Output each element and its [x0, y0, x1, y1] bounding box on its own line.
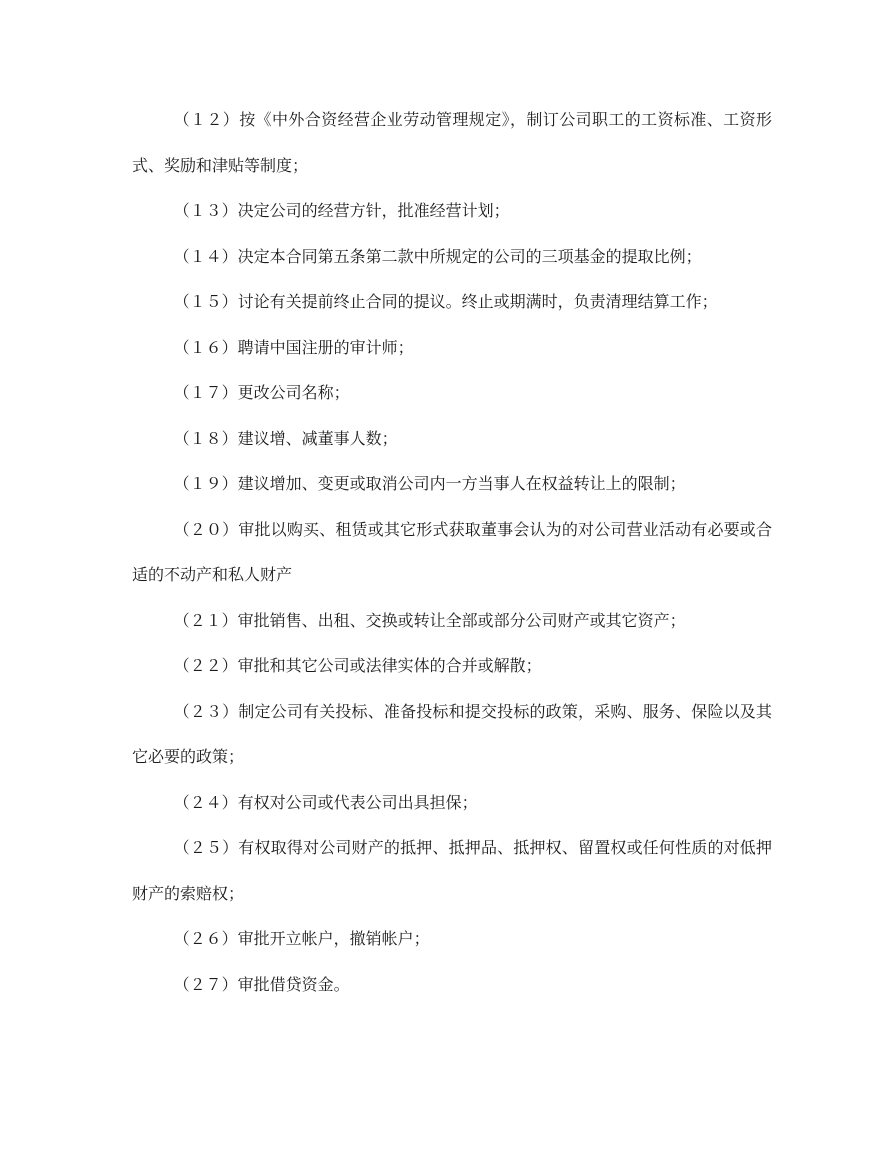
clause-26: （２６）审批开立帐户，撤销帐户； [173, 929, 430, 948]
clause-21: （２１）审批销售、出租、交换或转让全部或部分公司财产或其它资产； [173, 610, 686, 630]
clause-22: （２２）审批和其它公司或法律实体的合并或解散； [173, 656, 542, 675]
clause-18: （１８）建议增、减董事人数； [173, 428, 398, 448]
clause-19: （１９）建议增加、变更或取消公司内一方当事人在权益转让上的限制； [173, 474, 686, 493]
clause-14: （１４）决定本合同第五条第二款中所规定的公司的三项基金的提取比例； [173, 246, 702, 266]
clause-13: （１３）决定公司的经营方针，批准经营计划； [173, 201, 510, 220]
clause-16: （１６）聘请中国注册的审计师； [173, 337, 414, 357]
clause-23: （２３）制定公司有关投标、准备投标和提交投标的政策，采购、服务、保险以及其它必要的政策； [132, 701, 772, 766]
clause-15: （１５）讨论有关提前终止合同的提议。终止或期满时，负责清理结算工作； [173, 292, 718, 311]
clause-12: （１２）按《中外合资经营企业劳动管理规定》，制订公司职工的工资标准、工资形式、奖励和津贴等制度； [132, 110, 772, 175]
clause-25: （２５）有权取得对公司财产的抵押、抵押品、抵押权、留置权或任何性质的对低押财产的索赔权； [132, 838, 772, 903]
clause-20: （２０）审批以购买、租赁或其它形式获取董事会认为的对公司营业活动有必要或合适的不动产和私人财产 [132, 519, 772, 584]
clause-27: （２７）审批借贷资金。 [173, 974, 350, 994]
document-body [132, 97, 772, 1007]
clause-24: （２４）有权对公司或代表公司出具担保； [173, 792, 478, 812]
clause-17: （１７）更改公司名称； [173, 383, 350, 402]
